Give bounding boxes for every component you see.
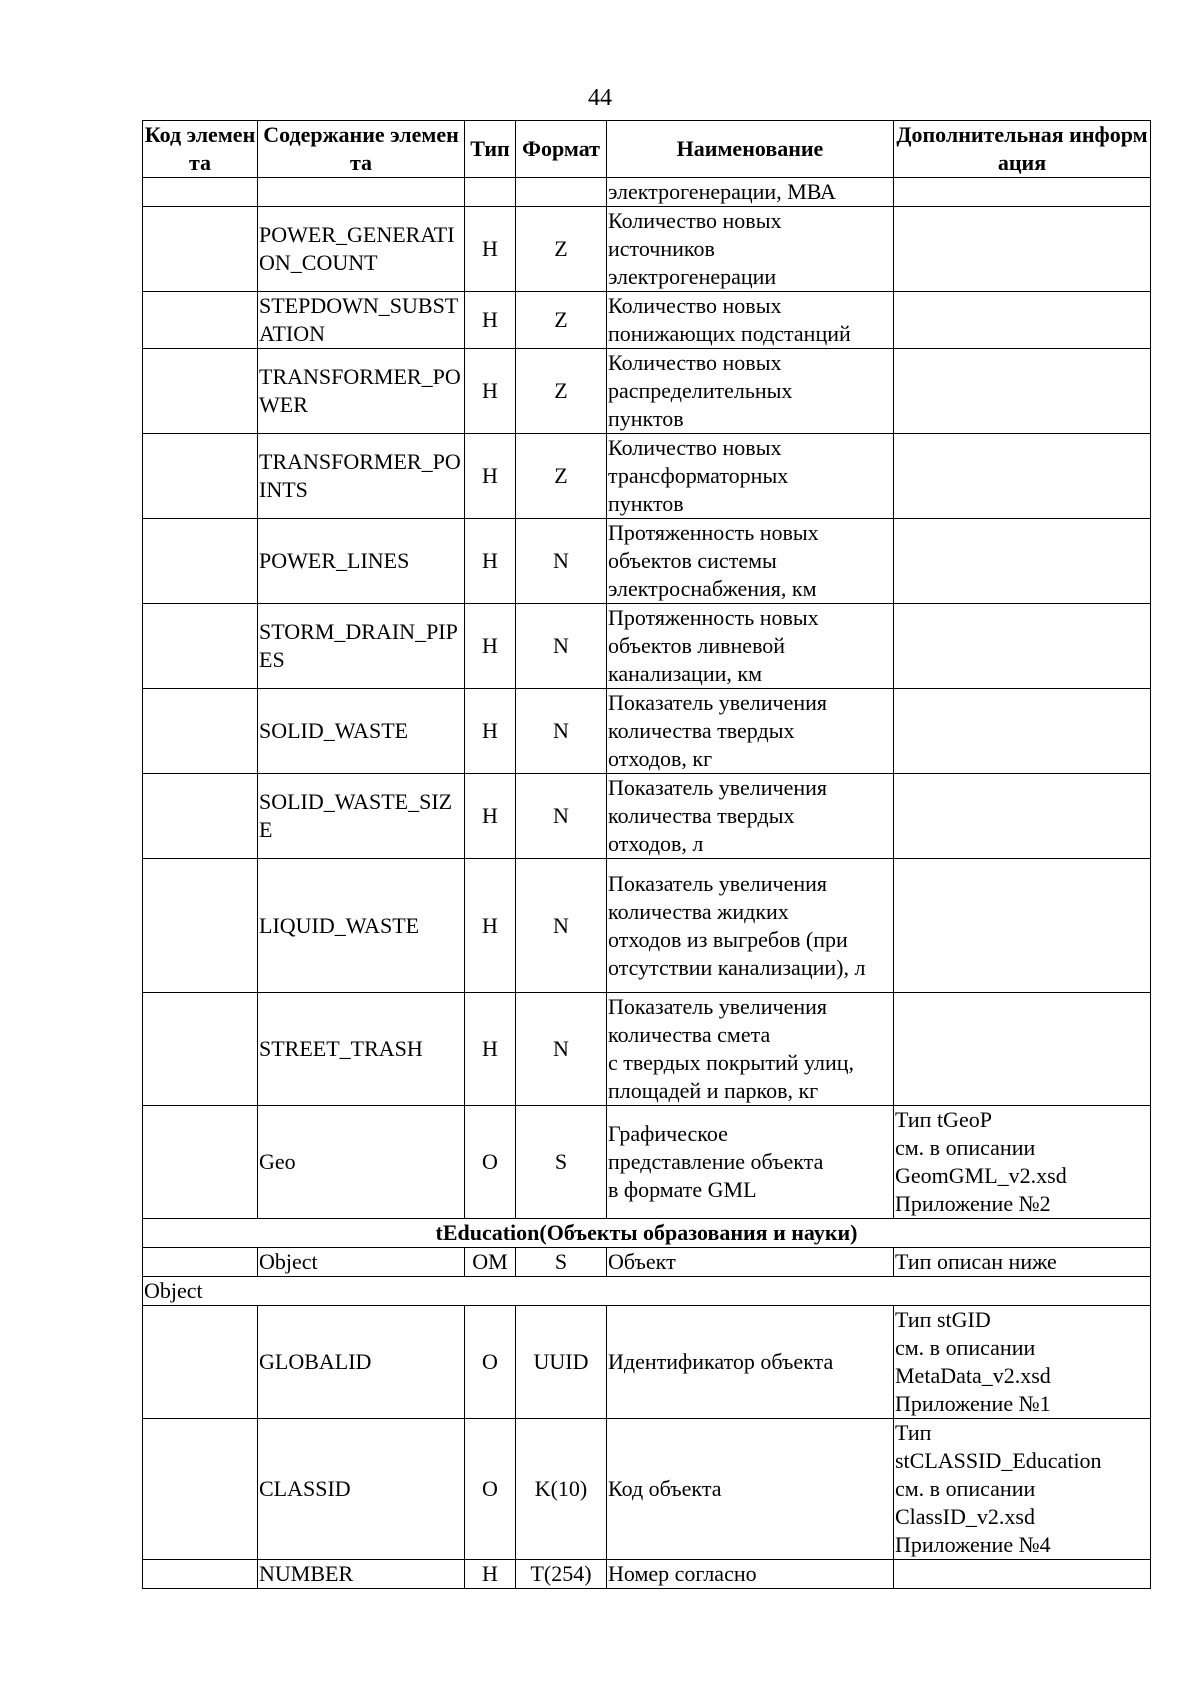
cell-code (143, 349, 258, 434)
cell-content: Object (258, 1248, 465, 1277)
cell-format (516, 178, 607, 207)
cell-format: Z (516, 292, 607, 349)
cell-name: Номер согласно (607, 1560, 894, 1589)
cell-code (143, 859, 258, 993)
section-row (143, 1219, 1151, 1248)
cell-name: Идентификатор объекта (607, 1306, 894, 1419)
cell-content: STREET_TRASH (258, 993, 465, 1106)
cell-info (894, 859, 1151, 993)
cell-type: Н (465, 604, 516, 689)
cell-content: TRANSFORMER_POINTS (258, 434, 465, 519)
cell-format: N (516, 689, 607, 774)
cell-code (143, 292, 258, 349)
table-row (143, 519, 1151, 604)
cell-info (894, 774, 1151, 859)
page-number: 44 (588, 85, 612, 111)
table-row (143, 774, 1151, 859)
cell-name: Количество новых трансформаторных пунктов (607, 434, 894, 519)
cell-type: О (465, 1106, 516, 1219)
cell-code (143, 1248, 258, 1277)
cell-format: K(10) (516, 1419, 607, 1560)
cell-content: STORM_DRAIN_PIPES (258, 604, 465, 689)
cell-content: Geo (258, 1106, 465, 1219)
section-title: tEducation(Объекты образования и науки) (143, 1219, 1151, 1248)
table-header-row (143, 121, 1151, 178)
cell-name: Объект (607, 1248, 894, 1277)
table-row (143, 689, 1151, 774)
cell-info (894, 349, 1151, 434)
header-type: Тип (465, 121, 516, 178)
cell-type: Н (465, 292, 516, 349)
cell-content: GLOBALID (258, 1306, 465, 1419)
cell-name: Протяженность новых объектов системы электроснабжения, км (607, 519, 894, 604)
cell-info (894, 292, 1151, 349)
cell-name: Показатель увеличения количества смета с твердых покрытий улиц, площадей и парков, кг (607, 993, 894, 1106)
table-row (143, 292, 1151, 349)
table-row (143, 178, 1151, 207)
cell-content (258, 178, 465, 207)
table-row (143, 859, 1151, 993)
cell-name: Код объекта (607, 1419, 894, 1560)
specification-table (142, 120, 1151, 1589)
table-row (143, 1306, 1151, 1419)
cell-info: Тип описан ниже (894, 1248, 1151, 1277)
cell-content: NUMBER (258, 1560, 465, 1589)
cell-format: N (516, 993, 607, 1106)
cell-code (143, 1306, 258, 1419)
cell-info (894, 178, 1151, 207)
cell-info (894, 689, 1151, 774)
cell-info: Тип stGID см. в описании MetaData_v2.xsd Приложение №1 (894, 1306, 1151, 1419)
cell-name: Показатель увеличения количества жидких отходов из выгребов (при отсутствии канализации), л (607, 859, 894, 993)
table-body (143, 178, 1151, 1589)
cell-type: Н (465, 993, 516, 1106)
cell-name: Графическое представление объекта в формате GML (607, 1106, 894, 1219)
cell-code (143, 604, 258, 689)
table-row (143, 1106, 1151, 1219)
table-row (143, 1419, 1151, 1560)
cell-name: Количество новых распределительных пунктов (607, 349, 894, 434)
cell-code (143, 519, 258, 604)
cell-info (894, 604, 1151, 689)
cell-info (894, 1560, 1151, 1589)
cell-name: Протяженность новых объектов ливневой канализации, км (607, 604, 894, 689)
table-row (143, 434, 1151, 519)
cell-info: Тип tGeoP см. в описании GeomGML_v2.xsd Приложение №2 (894, 1106, 1151, 1219)
cell-type: Н (465, 519, 516, 604)
cell-type: Н (465, 859, 516, 993)
cell-type: ОМ (465, 1248, 516, 1277)
cell-info (894, 993, 1151, 1106)
cell-format: T(254) (516, 1560, 607, 1589)
cell-name: Количество новых понижающих подстанций (607, 292, 894, 349)
cell-code (143, 993, 258, 1106)
cell-type: О (465, 1306, 516, 1419)
header-format: Формат (516, 121, 607, 178)
table-row (143, 993, 1151, 1106)
cell-code (143, 178, 258, 207)
cell-content: POWER_LINES (258, 519, 465, 604)
object-label: Object (143, 1277, 1151, 1306)
cell-type: О (465, 1419, 516, 1560)
cell-name: Показатель увеличения количества твердых отходов, кг (607, 689, 894, 774)
cell-type (465, 178, 516, 207)
cell-info (894, 434, 1151, 519)
cell-code (143, 434, 258, 519)
cell-content: POWER_GENERATION_COUNT (258, 207, 465, 292)
cell-type: Н (465, 774, 516, 859)
object-label-row (143, 1277, 1151, 1306)
cell-code (143, 1419, 258, 1560)
cell-code (143, 774, 258, 859)
cell-content: LIQUID_WASTE (258, 859, 465, 993)
cell-type: Н (465, 349, 516, 434)
cell-content: SOLID_WASTE_SIZE (258, 774, 465, 859)
cell-type: Н (465, 434, 516, 519)
cell-info (894, 207, 1151, 292)
header-code: Код элемента (143, 121, 258, 178)
table-row (143, 604, 1151, 689)
cell-code (143, 207, 258, 292)
cell-code (143, 1560, 258, 1589)
table-row (143, 1248, 1151, 1277)
header-info: Дополнительная информация (894, 121, 1151, 178)
cell-format: N (516, 774, 607, 859)
cell-format: N (516, 859, 607, 993)
cell-code (143, 1106, 258, 1219)
cell-name: Показатель увеличения количества твердых отходов, л (607, 774, 894, 859)
table-row (143, 1560, 1151, 1589)
cell-format: UUID (516, 1306, 607, 1419)
cell-format: Z (516, 434, 607, 519)
cell-type: Н (465, 207, 516, 292)
cell-format: Z (516, 207, 607, 292)
cell-format: Z (516, 349, 607, 434)
header-content: Содержание элемента (258, 121, 465, 178)
table-row (143, 349, 1151, 434)
table-row (143, 207, 1151, 292)
cell-name: Количество новых источников электрогенерации (607, 207, 894, 292)
cell-name: электрогенерации, МВА (607, 178, 894, 207)
cell-content: STEPDOWN_SUBSTATION (258, 292, 465, 349)
cell-format: S (516, 1106, 607, 1219)
cell-format: N (516, 604, 607, 689)
cell-info (894, 519, 1151, 604)
cell-type: Н (465, 689, 516, 774)
cell-content: SOLID_WASTE (258, 689, 465, 774)
cell-type: Н (465, 1560, 516, 1589)
cell-code (143, 689, 258, 774)
cell-format: S (516, 1248, 607, 1277)
header-name: Наименование (607, 121, 894, 178)
cell-content: TRANSFORMER_POWER (258, 349, 465, 434)
cell-info: Тип stCLASSID_Education см. в описании ClassID_v2.xsd Приложение №4 (894, 1419, 1151, 1560)
cell-format: N (516, 519, 607, 604)
cell-content: CLASSID (258, 1419, 465, 1560)
